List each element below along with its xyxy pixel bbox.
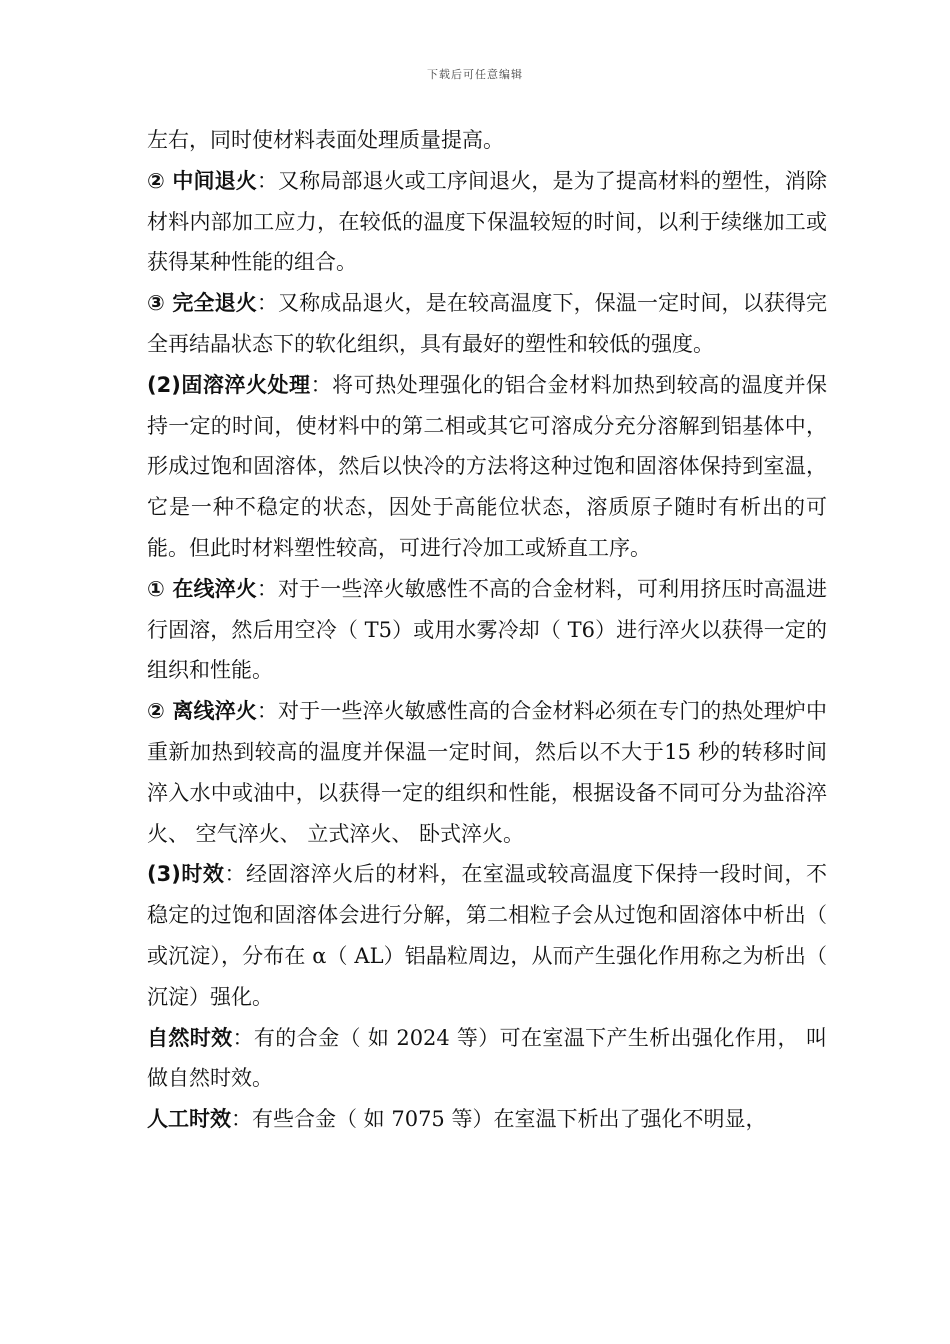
page-header: 下载后可任意编辑 [427, 68, 523, 81]
paragraph-body: 又称局部退火或工序间退火，是为了提高材料的塑性，消除材料内部加工应力，在较低的温度下保温较短的时间，以利于续继加工或获得某种性能的组合。 [147, 168, 828, 275]
paragraph-term: 人工时效 [147, 1107, 231, 1132]
paragraph-term: 自然时效 [147, 1025, 233, 1050]
paragraph-full-annealing [147, 283, 827, 365]
paragraph-artificial-aging [147, 1099, 827, 1140]
paragraph-separator: ： [232, 1025, 254, 1050]
paragraph-body: 对于一些淬火敏感性不高的合金材料，可利用挤压时高温进行固溶，然后用空冷（ T5）或用水雾冷却（ T6）进行淬火以获得一定的组织和性能。 [147, 576, 828, 683]
paragraph-natural-aging [147, 1018, 827, 1100]
paragraph-term: ② 中间退火 [147, 168, 257, 193]
paragraph-body: 左右，同时使材料表面处理质量提高。 [147, 128, 504, 152]
paragraph-online-quenching [147, 569, 827, 691]
paragraph-separator: ： [256, 576, 278, 601]
paragraph-separator: ： [224, 862, 246, 887]
document-body [147, 120, 827, 1140]
paragraph-separator: ： [256, 291, 278, 316]
paragraph-body: 有些合金（ 如 7075 等）在室温下析出了强化不明显， [252, 1107, 767, 1132]
paragraph-term: ① 在线淬火 [147, 576, 257, 601]
paragraph-term: ③ 完全退火 [147, 291, 257, 316]
paragraph-term: (3)时效 [147, 862, 225, 887]
paragraph-body: 经固溶淬火后的材料，在室温或较高温度下保持一段时间，不稳定的过饱和固溶体会进行分解，第二相粒子会从过饱和固溶体中析出（ 或沉淀），分布在 α（ AL）铝晶粒周边，从而产生强化作用称之为析出（ 沉淀）强化。 [147, 862, 828, 1009]
paragraph-term: (2)固溶淬火处理 [147, 372, 311, 397]
paragraph-separator: ： [256, 699, 278, 724]
paragraph-term: ② 离线淬火 [147, 699, 257, 724]
paragraph-separator: ： [256, 168, 278, 193]
paragraph-body: 将可热处理强化的铝合金材料加热到较高的温度并保持一定的时间，使材料中的第二相或其它可溶成分充分溶解到铝基体中，形成过饱和固溶体，然后以快冷的方法将这种过饱和固溶体保持到室温，它是一种不稳定的状态，因处于高能位状态，溶质原子随时有析出的可能。但此时材料塑性较高，可进行冷加工或矫直工序。 [147, 372, 828, 560]
paragraph-aging [147, 854, 827, 1017]
paragraph-separator: ： [231, 1107, 252, 1132]
paragraph-annealing-continuation [147, 120, 827, 161]
paragraph-solution-quenching [147, 365, 827, 569]
paragraph-separator: ： [310, 372, 333, 397]
paragraph-offline-quenching [147, 691, 827, 854]
paragraph-body: 有的合金（ 如 2024 等）可在室温下产生析出强化作用， 叫做自然时效。 [147, 1025, 827, 1091]
paragraph-intermediate-annealing [147, 161, 827, 283]
paragraph-body: 又称成品退火，是在较高温度下，保温一定时间，以获得完全再结晶状态下的软化组织，具有最好的塑性和较低的强度。 [147, 291, 828, 356]
paragraph-body: 对于一些淬火敏感性高的合金材料必须在专门的热处理炉中重新加热到较高的温度并保温一定时间，然后以不大于15 秒的转移时间淬入水中或油中，以获得一定的组织和性能，根据设备不同可分为盐浴淬火、 空气淬火、 立式淬火、 卧式淬火。 [147, 699, 828, 846]
